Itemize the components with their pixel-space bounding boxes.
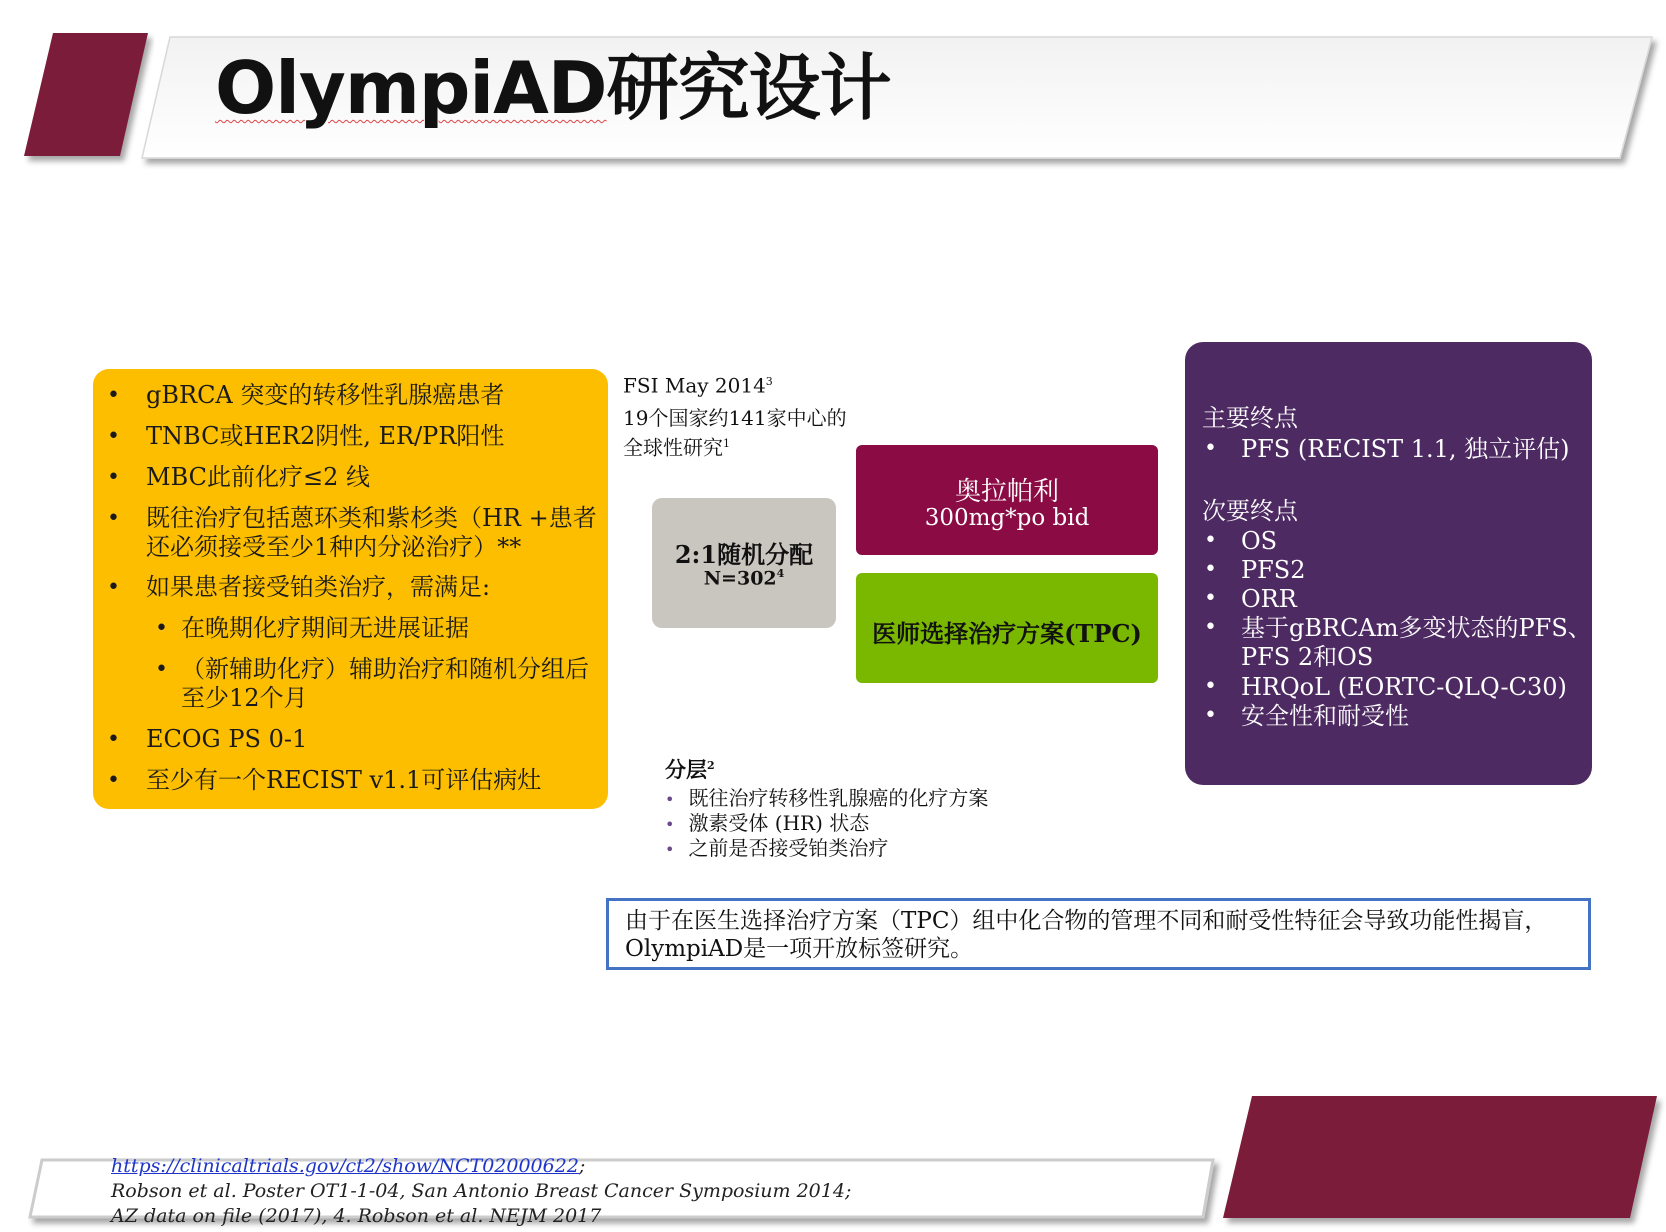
- bullet-icon: •: [665, 790, 675, 809]
- eligibility-criteria-box: • gBRCA 突变的转移性乳腺癌患者 • TNBC或HER2阴性, ER/PR阳性 • MBC此前化疗≤2 线 • 既往治疗包括蒽环类和紫杉类（HR +患者还必须接受至少1种内分泌治疗）** • 如果患者接受铂类治疗，需满足: • 在晚期化疗期间无进展证据 • （新辅助化疗）辅助治疗和随机分组后至少12个月 • ECOG PS 0-1 • 至少有一个RECIST v1.1可评估病灶: [93, 369, 608, 809]
- clinicaltrials-link[interactable]: https://clinicaltrials.gov/ct2/show/NCT02000622: [111, 1155, 579, 1177]
- stratification-item: • 既往治疗转移性乳腺癌的化疗方案: [665, 786, 989, 810]
- randomization-n: $N=302^4$: [703, 567, 785, 590]
- open-label-note-text: 由于在医生选择治疗方案（TPC）组中化合物的管理不同和耐受性特征会导致功能性揭盲，OlympiAD是一项开放标签研究。: [625, 908, 1548, 962]
- bullet-icon: •: [665, 815, 675, 834]
- title-main: OlympiAD: [215, 46, 607, 130]
- bullet-icon: •: [107, 465, 120, 490]
- primary-endpoint-item: PFS (RECIST 1.1, 独立评估): [1241, 435, 1570, 463]
- bullet-icon: •: [107, 383, 120, 408]
- open-label-note-box: [606, 898, 1591, 970]
- bullet-icon: •: [155, 657, 168, 682]
- bullet-icon: •: [1204, 674, 1217, 699]
- olaparib-arm-dose: 300mg*po bid: [924, 505, 1090, 531]
- bullet-icon: •: [1204, 615, 1217, 640]
- references: https://clinicaltrials.gov/ct2/show/NCT02000622; Robson et al. Poster OT1-1-04, San Antonio Breast Cancer Symposium 2014; AZ data on file (2017), 4. Robson et al. NEJM 2017: [111, 1155, 852, 1227]
- bullet-icon: •: [107, 506, 120, 531]
- bullet-icon: •: [1204, 586, 1217, 611]
- bullet-icon: •: [1204, 528, 1217, 553]
- bullet-icon: •: [1204, 436, 1217, 461]
- bullet-icon: •: [107, 768, 120, 793]
- bullet-icon: •: [107, 575, 120, 600]
- endpoints-box: [1185, 342, 1592, 785]
- randomization-ratio: 2:1随机分配: [674, 540, 814, 569]
- bullet-icon: •: [665, 840, 675, 859]
- reference-line: AZ data on file (2017), 4. Robson et al. NEJM 2017: [111, 1205, 602, 1227]
- stratification-item: • 之前是否接受铂类治疗: [665, 836, 889, 860]
- secondary-endpoint-item: PFS2: [1241, 556, 1306, 584]
- bullet-icon: •: [1204, 557, 1217, 582]
- header-maroon-parallelogram: [24, 33, 148, 156]
- bullet-icon: •: [107, 424, 120, 449]
- tpc-arm-box: [856, 573, 1158, 683]
- secondary-endpoint-item: HRQoL (EORTC-QLQ-C30): [1241, 673, 1567, 701]
- title-rest: 研究设计: [606, 46, 891, 130]
- reference-line: Robson et al. Poster OT1-1-04, San Antonio Breast Cancer Symposium 2014;: [111, 1180, 852, 1202]
- bullet-icon: •: [107, 727, 120, 752]
- stratification-item: • 激素受体 (HR) 状态: [665, 811, 870, 835]
- primary-endpoints-heading: 主要终点: [1202, 404, 1298, 432]
- secondary-endpoints-heading: 次要终点: [1202, 497, 1298, 525]
- olaparib-arm-box: [856, 445, 1158, 555]
- bullet-icon: •: [155, 616, 168, 641]
- page-title: [215, 46, 891, 130]
- secondary-endpoint-item: ORR: [1241, 585, 1297, 613]
- secondary-endpoint-item: 安全性和耐受性: [1241, 702, 1409, 730]
- tpc-arm-name: 医师选择治疗方案(TPC): [872, 619, 1142, 648]
- stratification-heading: 分层$^2$: [665, 757, 715, 782]
- secondary-endpoint-item: PFS 2和OS: [1241, 643, 1374, 671]
- bullet-icon: •: [1204, 703, 1217, 728]
- study-start-info: FSI May 2014$^3$ 19个国家约141家中心的 全球性研究$^1$: [623, 373, 847, 460]
- secondary-endpoint-item: OS: [1241, 527, 1278, 555]
- randomization-box: [652, 498, 836, 628]
- secondary-endpoint-item: 基于gBRCAm多变状态的PFS、: [1241, 614, 1592, 642]
- footer-maroon-parallelogram: [1223, 1096, 1657, 1218]
- olaparib-arm-name: 奥拉帕利: [954, 477, 1059, 507]
